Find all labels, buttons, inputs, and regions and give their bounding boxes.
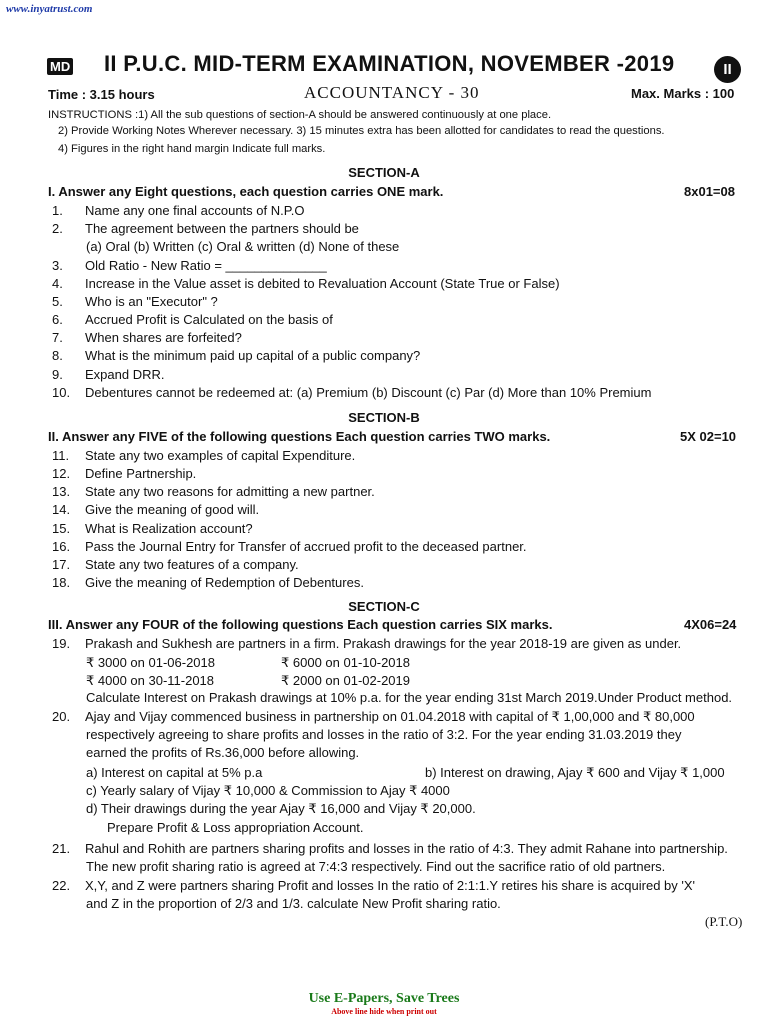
question-text: Expand DRR. xyxy=(85,367,165,382)
section-a-title: SECTION-A xyxy=(348,165,420,180)
question-text: The agreement between the partners should be xyxy=(85,221,359,236)
question-1: 1. Name any one final accounts of N.P.O xyxy=(52,203,305,218)
question-20-prepare: Prepare Profit & Loss appropriation Account. xyxy=(107,820,364,835)
question-20-c: c) Yearly salary of Vijay ₹ 10,000 & Commission to Ajay ₹ 4000 xyxy=(86,783,450,798)
section-b-marks: 5X 02=10 xyxy=(680,429,737,444)
question-text: Old Ratio - New Ratio = ______________ xyxy=(85,258,327,273)
question-text: What is Realization account? xyxy=(85,521,253,536)
section-a-heading: I. Answer any Eight questions, each question carries ONE mark. xyxy=(48,184,444,199)
question-7: 7. When shares are forfeited? xyxy=(52,330,242,345)
question-9: 9. Expand DRR. xyxy=(52,367,165,382)
md-badge: MD xyxy=(47,58,73,75)
question-3: 3. Old Ratio - New Ratio = ______________ xyxy=(52,258,327,273)
question-20: 20. Ajay and Vijay commenced business in partnership on 01.04.2018 with capital of ₹ 1,00,000 and ₹ 80,000 xyxy=(52,709,695,724)
question-20-b: b) Interest on drawing, Ajay ₹ 600 and Vijay ₹ 1,000 xyxy=(425,765,725,780)
drawing-entry: ₹ 3000 on 01-06-2018 xyxy=(86,655,215,670)
question-14: 14. Give the meaning of good will. xyxy=(52,502,260,517)
question-20-a: a) Interest on capital at 5% p.a xyxy=(86,765,263,780)
site-url[interactable]: www.inyatrust.com xyxy=(6,3,93,15)
footer-slogan: Use E-Papers, Save Trees xyxy=(308,991,460,1006)
question-20-line-3: earned the profits of Rs.36,000 before allowing. xyxy=(86,745,360,760)
instruction-line-2: 2) Provide Working Notes Wherever necessary. 3) 15 minutes extra has been allotted for candidates to read the questions. xyxy=(58,125,665,137)
question-11: 11. State any two examples of capital Expenditure. xyxy=(52,448,356,463)
question-text: Prakash and Sukhesh are partners in a firm. Prakash drawings for the year 2018-19 are given as under. xyxy=(85,636,682,651)
question-text: When shares are forfeited? xyxy=(85,330,242,345)
section-c-marks: 4X06=24 xyxy=(684,617,737,632)
question-text: Pass the Journal Entry for Transfer of accrued profit to the deceased partner. xyxy=(85,539,527,554)
exam-time: Time : 3.15 hours xyxy=(48,87,155,102)
question-13: 13. State any two reasons for admitting a new partner. xyxy=(52,484,375,499)
footer-print-note: Above line hide when print out xyxy=(331,1007,437,1016)
section-a-marks: 8x01=08 xyxy=(684,184,735,199)
question-18: 18. Give the meaning of Redemption of Debentures. xyxy=(52,575,364,590)
question-text: State any two reasons for admitting a new partner. xyxy=(85,484,375,499)
question-text: Ajay and Vijay commenced business in partnership on 01.04.2018 with capital of ₹ 1,00,000 and ₹ 80,000 xyxy=(85,709,695,724)
question-20-line-2: respectively agreeing to share profits and losses in the ratio of 3:2. For the year ending 31.03.2019 they xyxy=(86,727,682,742)
question-text: Who is an "Executor" ? xyxy=(85,294,218,309)
question-text: Give the meaning of good will. xyxy=(85,502,260,517)
question-21: 21. Rahul and Rohith are partners sharing profits and losses in the ratio of 4:3. They admit Rahane into partnership. xyxy=(52,841,728,856)
question-22-line-2: and Z in the proportion of 2/3 and 1/3. calculate New Profit sharing ratio. xyxy=(86,896,501,911)
exam-title: II P.U.C. MID-TERM EXAMINATION, NOVEMBER -2019 xyxy=(104,51,675,76)
subject-title: ACCOUNTANCY - 30 xyxy=(304,83,480,102)
question-8: 8. What is the minimum paid up capital of a public company? xyxy=(52,348,421,363)
question-text: Debentures cannot be redeemed at: (a) Premium (b) Discount (c) Par (d) More than 10% Premium xyxy=(85,385,652,400)
question-12: 12. Define Partnership. xyxy=(52,466,197,481)
question-text: Define Partnership. xyxy=(85,466,197,481)
question-6: 6. Accrued Profit is Calculated on the basis of xyxy=(52,312,333,327)
question-4: 4. Increase in the Value asset is debited to Revaluation Account (State True or False) xyxy=(52,276,560,291)
question-text: State any two features of a company. xyxy=(85,557,299,572)
section-b-title: SECTION-B xyxy=(348,410,420,425)
question-2: 2. The agreement between the partners should be xyxy=(52,221,359,236)
question-20-d: d) Their drawings during the year Ajay ₹ 16,000 and Vijay ₹ 20,000. xyxy=(86,801,476,816)
instruction-line-3: 4) Figures in the right hand margin Indicate full marks. xyxy=(58,143,326,155)
question-text: Give the meaning of Redemption of Debentures. xyxy=(85,575,364,590)
question-19: 19. Prakash and Sukhesh are partners in a firm. Prakash drawings for the year 2018-19 are given as under. xyxy=(52,636,682,651)
question-text: Increase in the Value asset is debited to Revaluation Account (State True or False) xyxy=(85,276,560,291)
drawing-entry: ₹ 2000 on 01-02-2019 xyxy=(281,673,410,688)
drawing-entry: ₹ 6000 on 01-10-2018 xyxy=(281,655,410,670)
question-22: 22. X,Y, and Z were partners sharing Profit and losses In the ratio of 2:1:1.Y retires his share is acquired by 'X' xyxy=(52,878,696,893)
question-text: What is the minimum paid up capital of a public company? xyxy=(85,348,421,363)
question-text: Accrued Profit is Calculated on the basis of xyxy=(85,312,333,327)
section-b-heading: II. Answer any FIVE of the following questions Each question carries TWO marks. xyxy=(48,429,551,444)
question-17: 17. State any two features of a company. xyxy=(52,557,299,572)
pto-note: (P.T.O) xyxy=(705,914,743,929)
section-c-title: SECTION-C xyxy=(348,599,420,614)
section-c-heading: III. Answer any FOUR of the following questions Each question carries SIX marks. xyxy=(48,617,553,632)
question-text: Name any one final accounts of N.P.O xyxy=(85,203,305,218)
question-text: State any two examples of capital Expenditure. xyxy=(85,448,356,463)
question-10: 10. Debentures cannot be redeemed at: (a) Premium (b) Discount (c) Par (d) More than 10% Premium xyxy=(52,385,652,400)
question-text: Rahul and Rohith are partners sharing profits and losses in the ratio of 4:3. They admit Rahane into partnership. xyxy=(85,841,728,856)
question-16: 16. Pass the Journal Entry for Transfer of accrued profit to the deceased partner. xyxy=(52,539,527,554)
question-21-line-2: The new profit sharing ratio is agreed at 7:4:3 respectively. Find out the sacrifice ratio of old partners. xyxy=(86,859,666,874)
question-2-options: (a) Oral (b) Written (c) Oral & written (d) None of these xyxy=(86,239,400,254)
question-5: 5. Who is an "Executor" ? xyxy=(52,294,218,309)
drawing-entry: ₹ 4000 on 30-11-2018 xyxy=(86,673,215,688)
question-text: X,Y, and Z were partners sharing Profit and losses In the ratio of 2:1:1.Y retires his share is acquired by 'X' xyxy=(85,878,696,893)
question-19-calc: Calculate Interest on Prakash drawings at 10% p.a. for the year ending 31st March 2019.Under Product method. xyxy=(86,690,733,705)
max-marks: Max. Marks : 100 xyxy=(631,86,735,101)
instruction-line-1: INSTRUCTIONS :1) All the sub questions of section-A should be answered continuously at one place. xyxy=(48,109,552,121)
question-15: 15. What is Realization account? xyxy=(52,521,253,536)
ii-badge: II xyxy=(714,56,741,83)
